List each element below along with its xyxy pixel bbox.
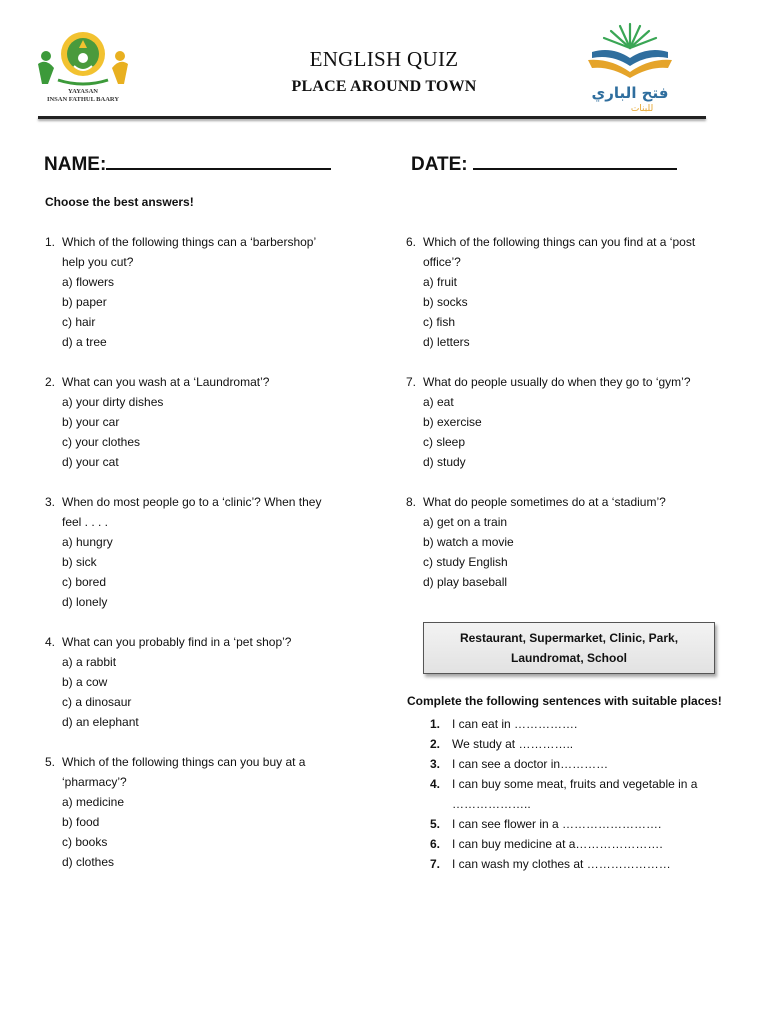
name-label: NAME: [44, 154, 107, 175]
question-text: feel . . . . [62, 515, 109, 529]
name-line[interactable] [106, 150, 331, 170]
question-number: 5. [45, 755, 56, 769]
quiz-title: ENGLISH QUIZ [309, 47, 459, 71]
question-text: When do most people go to a ‘clinic’? When they [62, 495, 322, 509]
answer-option[interactable]: d) letters [423, 335, 470, 349]
complete-sentence[interactable]: I can see a doctor in………… [452, 757, 609, 771]
answer-option[interactable]: b) sick [62, 555, 97, 569]
answer-option[interactable]: d) study [423, 455, 466, 469]
question-text: office’? [423, 255, 461, 269]
complete-number: 4. [430, 777, 441, 791]
answer-option[interactable]: b) watch a movie [423, 535, 514, 549]
complete-title: Complete the following sentences with suitable places! [407, 694, 722, 708]
answer-option[interactable]: b) exercise [423, 415, 482, 429]
complete-number: 7. [430, 857, 441, 871]
answer-option[interactable]: c) sleep [423, 435, 466, 449]
question-text: Which of the following things can a ‘barbershop’ [62, 235, 317, 249]
answer-option[interactable]: a) hungry [62, 535, 113, 549]
question-text: What can you probably find in a ‘pet shop’? [62, 635, 292, 649]
complete-sentence[interactable]: ……………….. [452, 797, 531, 811]
answer-option[interactable]: a) fruit [423, 275, 458, 289]
answer-option[interactable]: d) an elephant [62, 715, 139, 729]
svg-text:للبنات: للبنات [630, 104, 654, 114]
complete-sentence[interactable]: I can eat in ……………. [452, 717, 578, 731]
question-number: 8. [406, 495, 417, 509]
question-text: Which of the following things can you buy at a [62, 755, 306, 769]
question-text: What can you wash at a ‘Laundromat’? [62, 375, 270, 389]
question-number: 4. [45, 635, 56, 649]
complete-sentence[interactable]: I can buy medicine at a…………………. [452, 837, 663, 851]
question-number: 1. [45, 235, 56, 249]
complete-number: 5. [430, 817, 441, 831]
quiz-subtitle: PLACE AROUND TOWN [291, 78, 477, 95]
answer-option[interactable]: c) a dinosaur [62, 695, 132, 709]
answer-option[interactable]: d) play baseball [423, 575, 508, 589]
complete-number: 2. [430, 737, 441, 751]
question-text: ‘pharmacy’? [62, 775, 127, 789]
answer-option[interactable]: c) bored [62, 575, 107, 589]
answer-option[interactable]: a) a rabbit [62, 655, 117, 669]
question-number: 2. [45, 375, 56, 389]
answer-option[interactable]: b) paper [62, 295, 107, 309]
date-line[interactable] [473, 150, 677, 170]
svg-text:فتح الباري: فتح الباري [591, 84, 669, 102]
answer-option[interactable]: a) your dirty dishes [62, 395, 164, 409]
question-text: What do people usually do when they go to ‘gym’? [423, 375, 691, 389]
answer-option[interactable]: d) a tree [62, 335, 107, 349]
answer-option[interactable]: a) medicine [62, 795, 125, 809]
answer-option[interactable]: c) fish [423, 315, 456, 329]
name-field [44, 150, 331, 176]
answer-option[interactable]: b) socks [423, 295, 468, 309]
question-number: 6. [406, 235, 417, 249]
complete-number: 1. [430, 717, 441, 731]
complete-sentence[interactable]: I can buy some meat, fruits and vegetable in a [452, 777, 698, 791]
complete-number: 3. [430, 757, 441, 771]
answer-option[interactable]: c) books [62, 835, 108, 849]
header-rule [38, 116, 706, 119]
question-text: help you cut? [62, 255, 134, 269]
complete-sentence[interactable]: We study at ………….. [452, 737, 574, 751]
date-label: DATE: [411, 154, 468, 175]
complete-sentence[interactable]: I can see flower in a ……………………. [452, 817, 662, 831]
logo-caption: YAYASAN INSAN FATHUL BAARY [46, 88, 120, 103]
instructions: Choose the best answers! [45, 195, 194, 209]
answer-option[interactable]: a) flowers [62, 275, 115, 289]
date-field [411, 150, 677, 176]
answer-option[interactable]: d) your cat [62, 455, 119, 469]
answer-option[interactable]: b) a cow [62, 675, 108, 689]
word-box: Restaurant, Supermarket, Clinic, Park, Laundromat, School [423, 622, 715, 674]
question-text: What do people sometimes do at a ‘stadium’? [423, 495, 666, 509]
answer-option[interactable]: c) hair [62, 315, 96, 329]
complete-number: 6. [430, 837, 441, 851]
question-number: 7. [406, 375, 417, 389]
complete-sentence[interactable]: I can wash my clothes at ………………… [452, 857, 671, 871]
question-number: 3. [45, 495, 56, 509]
answer-option[interactable]: c) your clothes [62, 435, 141, 449]
question-text: Which of the following things can you find at a ‘post [423, 235, 696, 249]
answer-option[interactable]: b) your car [62, 415, 120, 429]
answer-option[interactable]: c) study English [423, 555, 508, 569]
answer-option[interactable]: a) get on a train [423, 515, 508, 529]
answer-option[interactable]: d) lonely [62, 595, 108, 609]
answer-option[interactable]: d) clothes [62, 855, 115, 869]
answer-option[interactable]: b) food [62, 815, 100, 829]
answer-option[interactable]: a) eat [423, 395, 454, 409]
